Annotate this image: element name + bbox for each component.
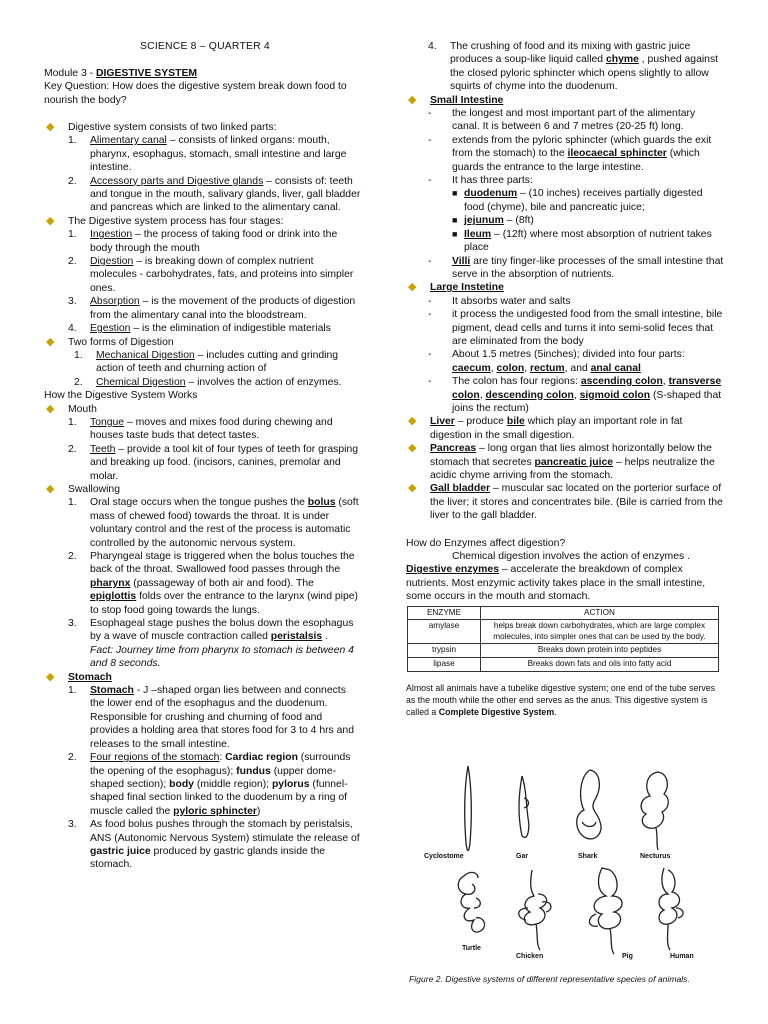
shark-drawing: [577, 770, 601, 839]
animal-label: Pig: [622, 953, 633, 960]
animal-label: Gar: [516, 853, 529, 860]
list-item: ■ jejunum – (8ft): [452, 215, 534, 227]
enzymes-paragraph-1: Chemical digestion involves the action of enzymes .: [452, 551, 690, 563]
list-item: 1. Stomach - J –shaped organ lies between and connects the lower end of the esophagus and the duodenum. Responsible for crushing and churning of food and provides a holding area that stores food for 3 to 4 hrs and releases to the small intestine.: [68, 685, 354, 750]
animal-label: Turtle: [462, 945, 481, 952]
bullet-icon: ◆: [408, 482, 417, 495]
chicken-drawing: [519, 870, 551, 950]
necturus-drawing: [641, 772, 668, 850]
bullet-icon: ◆: [408, 93, 417, 106]
bullet-mouth: ◆ Mouth: [46, 402, 97, 415]
bullet-icon: ◆: [46, 402, 55, 415]
table-row: trypsin Breaks down protein into peptides: [408, 644, 719, 658]
table-row: lipase Breaks down fats and oils into fatty acid: [408, 658, 719, 672]
page-title: SCIENCE 8 – QUARTER 4: [140, 41, 270, 52]
stomach-list: [44, 684, 362, 872]
list-item: 4. The crushing of food and its mixing with gastric juice produces a soup-like liquid called chyme , pushed against the closed pyloric sphincter which opens slightly to allow squirts of chyme into the duodenum.: [428, 41, 719, 93]
list-item: 2. Four regions of the stomach: Cardiac region (surrounds the opening of the esophagus); fundus (upper dome-shaped section); body (middle region); pylorus (funnel-shaped final section linked to the duodenum by a ring of muscle called the pyloric sphincter): [68, 752, 351, 817]
stomach-list-cont: [406, 40, 724, 94]
enzyme-table: [407, 606, 719, 672]
figure-caption: Figure 2. Digestive systems of different representative species of animals.: [409, 974, 690, 984]
list-item: 4. Egestion – is the elimination of indigestible materials: [68, 323, 331, 335]
key-question: Key Question: How does the digestive system break down food to nourish the body?: [44, 81, 347, 106]
list-item: - extends from the pyloric sphincter (which guards the exit from the stomach) to the ileocaecal sphincter (which guards the entrance to the large intestine.: [428, 134, 712, 173]
table-row: amylase helps break down carbohydrates, which are large complex molecules, into simpler ones that can be used by the body.: [408, 620, 719, 644]
list-item: - It absorbs water and salts: [428, 295, 571, 307]
fact-note: Fact: Journey time from pharynx to stomach is between 4 and 8 seconds.: [90, 644, 354, 670]
list-item: 2. Digestion – is breaking down of complex nutrient molecules - carbohydrates, fats, and proteins into simpler ones.: [68, 256, 354, 294]
list-item: - The colon has four regions: ascending colon, transverse colon, descending colon, sigmoid colon (S-shaped that joins the rectum): [428, 376, 722, 414]
list-item: - it process the undigested food from the small intestine, bile pigment, dead cells and turns it into semi-solid feces that are eliminated from the body: [428, 309, 723, 347]
bullet-icon: ◆: [408, 442, 417, 455]
bullet-gall-bladder: ◆ Gall bladder – muscular sac located on the porterior surface of the liver; it stores and concentrates bile. (Bile is carried from the liver to the gall bladder.: [408, 482, 723, 522]
swallowing-list: [44, 496, 362, 670]
list-item: ■ duodenum – (10 inches) receives partially digested food (chyme), bile and pancreatic juice;: [452, 188, 703, 213]
enzymes-paragraph-2: Digestive enzymes – accelerate the breakdown of complex nutrients. Most enzymic activity takes place in the small intestine, some occurs in the mouth and stomach.: [406, 564, 706, 603]
list-item: 3. As food bolus pushes through the stomach by peristalsis, ANS (Autonomic Nervous System) stimulate the release of gastric juice produced by gastric glands inside the stomach.: [68, 819, 360, 871]
list-item: - the longest and most important part of the alimentary canal. It is between 6 and 7 metres (20-25 ft) long.: [428, 108, 696, 133]
animal-label: Human: [670, 953, 694, 960]
table-header-row: ENZYME ACTION: [408, 606, 719, 620]
bullet-icon: ◆: [46, 335, 55, 348]
module-header: [44, 67, 374, 107]
list-item: - Villi are tiny finger-like processes of the small intestine that serve in the absorption of nutrients.: [428, 255, 724, 280]
list-item: 3. Absorption – is the movement of the products of digestion from the alimentary canal into the bloodstream.: [68, 296, 356, 321]
animal-label: Necturus: [640, 853, 671, 860]
right-column: [406, 40, 724, 718]
module-name: DIGESTIVE SYSTEM: [95, 68, 198, 79]
list-item: ■ Ileum – (12ft) where most absorption of nutrient takes place: [452, 228, 712, 254]
animal-label: Chicken: [516, 953, 544, 960]
animal-label: Cyclostome: [424, 853, 464, 860]
animal-label: Shark: [578, 853, 598, 860]
tube-paragraph: Almost all animals have a tubelike digestive system; one end of the tube serves as the mouth while the other end serves as the anus. This digestive system is called a Complete Digestive System.: [406, 682, 716, 718]
stages-list: [44, 228, 362, 335]
list-item: 2. Teeth – provide a tool kit of four types of teeth for grasping and breaking up food. (incisors, canines, premolar and molar.: [68, 443, 359, 482]
cyclostome-drawing: [465, 766, 472, 851]
forms-list: [44, 349, 362, 389]
left-column: [44, 121, 362, 872]
list-item: 1. Oral stage occurs when the tongue pushes the bolus (soft mass of chewed food) towards the throat. It is under voluntary control and the rest of the process is automatic controlled by the autonomic nervous system.: [68, 497, 359, 549]
list-item: - It has three parts:: [428, 175, 533, 187]
list-item: 1. Ingestion – the process of taking food or drink into the body through the mouth: [68, 229, 338, 254]
list-item: 2. Chemical Digestion – involves the action of enzymes.: [74, 376, 342, 388]
list-item: 2. Pharyngeal stage is triggered when the bolus touches the back of the throat. Swallowed food passes through the pharynx (passageway of both air and food). The epiglottis folds over the entrance to the larynx (wind pipe) to stop food going towards the lungs.: [68, 551, 358, 616]
bullet-icon: ◆: [46, 482, 55, 495]
bullet-icon: ◆: [46, 214, 55, 227]
list-item: - About 1.5 metres (5inches); divided into four parts: caecum, colon, rectum, and anal canal: [428, 349, 685, 374]
list-item: 3. Esophageal stage pushes the bolus down the esophagus by a wave of muscle contraction called peristalsis .: [68, 618, 354, 643]
bullet-icon: ◆: [408, 415, 417, 428]
turtle-drawing: [458, 872, 484, 932]
bullet-stages: ◆ The Digestive system process has four stages:: [46, 214, 284, 227]
bullet-icon: ◆: [46, 670, 55, 683]
bullet-icon: ◆: [46, 121, 55, 133]
list-item: 1. Mechanical Digestion – includes cutting and grinding action of teeth and churning action of: [74, 349, 339, 375]
bullet-large-intestine: ◆ Large Instetine: [408, 281, 504, 294]
list-item: 1. Tongue – moves and mixes food during chewing and houses taste buds that detect tastes.: [68, 416, 333, 442]
bullet-liver: ◆ Liver – produce bile which play an important role in fat digestion in the small digestion.: [408, 415, 683, 441]
list-item: 2. Accessory parts and Digestive glands – consists of: teeth and tongue in the mouth, salivary glands, liver, gall bladder and pancreas which are linked to the alimentary canal.: [68, 175, 361, 214]
list-item: 1. Alimentary canal – consists of linked organs: mouth, pharynx, esophagus, stomach, small intestine and large intestine.: [68, 135, 347, 174]
works-heading: How the Digestive System Works: [44, 390, 198, 402]
bullet-small-intestine: ◆ Small Intestine: [408, 93, 504, 106]
gar-drawing: [519, 776, 529, 837]
mouth-list: [44, 416, 362, 483]
bullet-parts: ◆ Digestive system consists of two linked parts:: [46, 121, 277, 133]
human-drawing: [659, 868, 683, 950]
enzymes-question: How do Enzymes affect digestion?: [406, 537, 566, 549]
bullet-icon: ◆: [408, 281, 417, 294]
module-prefix: Module 3 -: [44, 68, 96, 79]
bullet-stomach: ◆ Stomach: [46, 670, 112, 683]
digestive-systems-figure: [412, 758, 718, 968]
bullet-swallowing: ◆ Swallowing: [46, 482, 120, 495]
bullet-forms: ◆ Two forms of Digestion: [46, 335, 174, 348]
parts-list: [44, 134, 362, 214]
pig-drawing: [589, 868, 622, 954]
bullet-pancreas: ◆ Pancreas – long organ that lies almost horizontally below the stomach that secretes pancreatic juice – helps neutralize the acidic chyme arriving from the stomach.: [408, 442, 715, 481]
